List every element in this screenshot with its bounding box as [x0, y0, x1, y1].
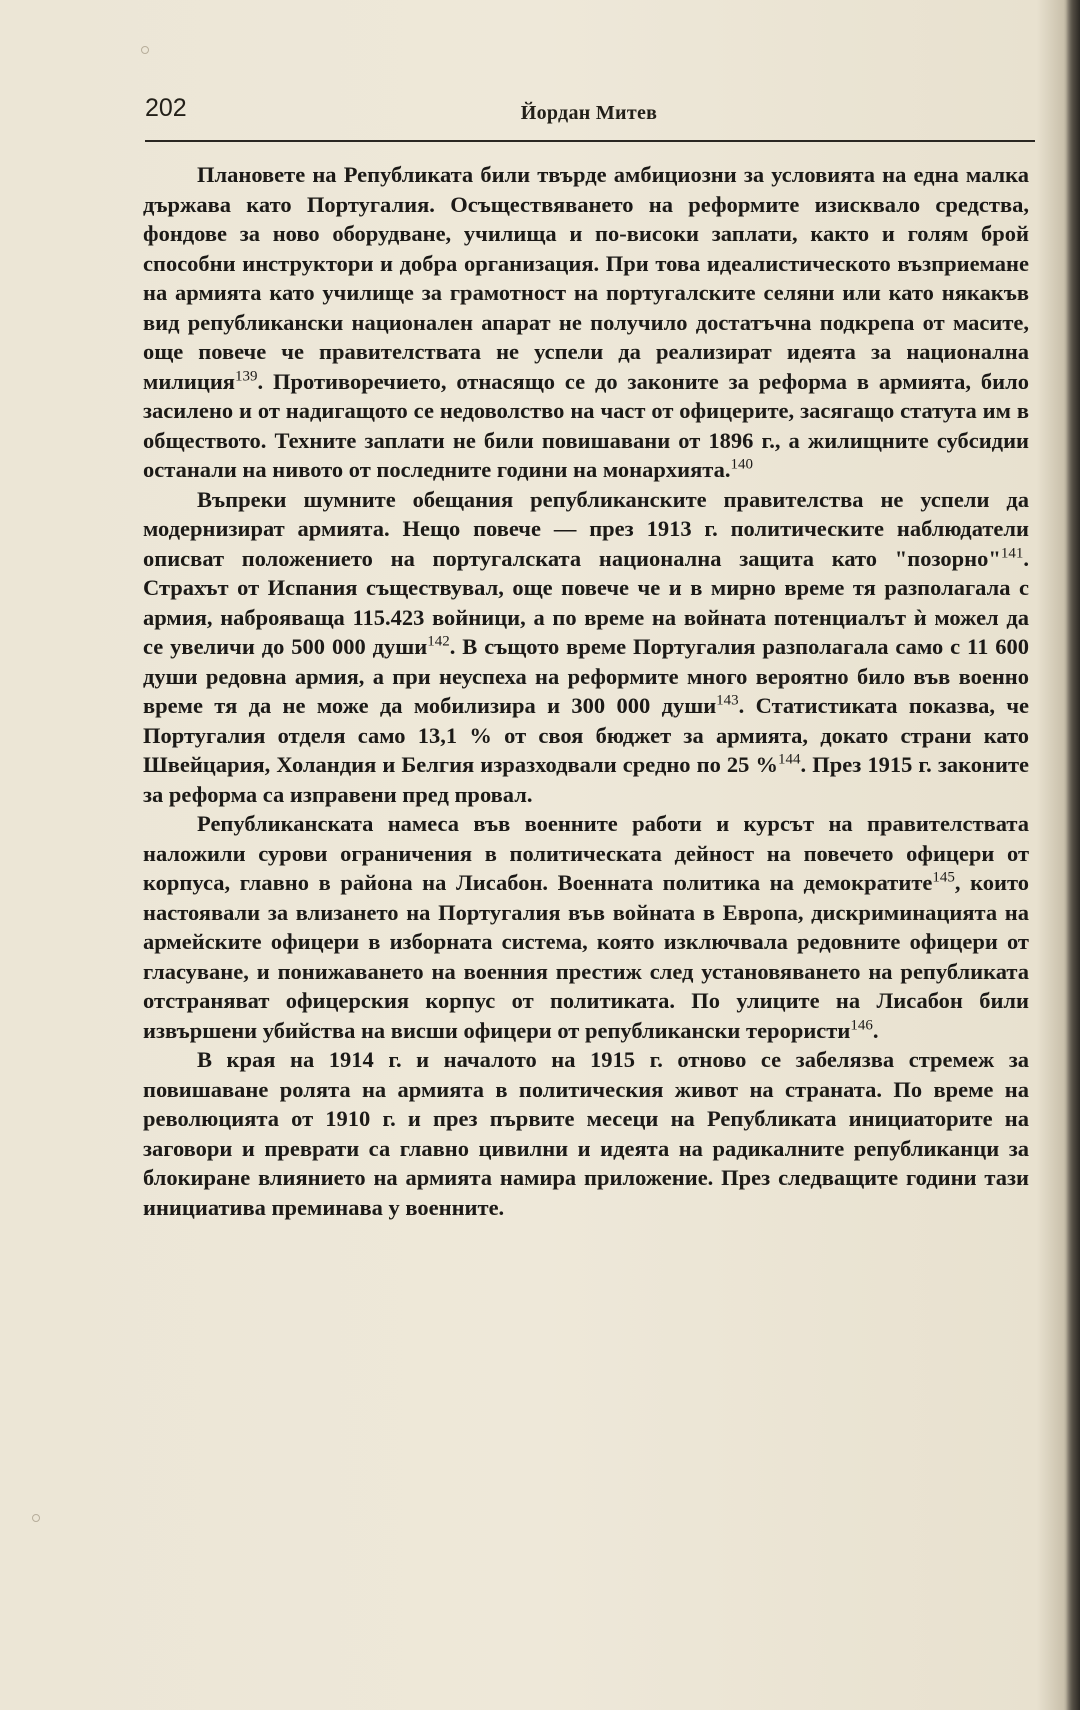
text-run: Въпреки шумните обещания републиканските правителства не успели да модернизират армията. Нещо повече — през 1913 г. политическите наблюдатели описват положението на португалската национална защита като "позорно" — [143, 486, 1029, 571]
text-run: . Страхът от Испания съществувал, още повече че и в мирно време тя разполагала с армия, наброяваща 115.423 войници, а по време на войната потенциалът ѝ можел да се увеличи до 500 000 души — [143, 545, 1029, 659]
footnote-ref: 141 — [1000, 545, 1024, 561]
footnote-ref: 145 — [932, 869, 955, 886]
text-run: . В същото време Португалия разполагала само с 11 600 души редовна армия, а при неуспеха на реформите много вероятно било във военно време тя да не може да мобилизира и 300 000 души — [143, 634, 1029, 718]
paragraph — [143, 485, 1029, 810]
margin-mark — [141, 46, 149, 54]
text-run: . През 1915 г. законите за реформа са изправени пред провал. — [143, 752, 1029, 807]
running-head: Йордан Митев — [520, 102, 658, 124]
footnote-ref: 140 — [730, 456, 753, 473]
text-run: . Статистиката показва, че Португалия отделя само 13,1 % от своя бюджет за армията, докато страни като Швейцария, Холандия и Белгия изразходвали средно по 25 % — [143, 693, 1029, 777]
text-run: В края на 1914 г. и началото на 1915 г. отново се забелязва стремеж за повишаване ролята на армията в политическия живот на страната. По време на революцията от 1910 г. и през първите месеци на Републиката инициаторите на заговори и преврати са главно цивилни и идеята на радикалните републиканци за блокиране влиянието на армията намира приложение. През следващите години тази инициатива преминава у военните. — [143, 1047, 1029, 1220]
body-text — [143, 160, 1029, 1222]
text-run: Републиканската намеса във военните работи и курсът на правителствата наложили сурови ограничения в политическата дейност на повечето офицери от корпуса, главно в района на Лисабон. Военната политика на демократите — [143, 811, 1029, 895]
paragraph — [143, 160, 1029, 485]
page-number: 202 — [145, 94, 187, 122]
text-run: Плановете на Републиката били твърде амбициозни за условията на една малка държава като Португалия. Осъществяването на реформите изисквало средства, фондове за ново оборудване, училища и по-високи заплати, както и голям брой способни инструктори и добра организация. При това идеалистическото възприемане на армията като училище за грамотност на португалските селяни или като някакъв вид републикански национален апарат не получило достатъчна подкрепа от масите, още повече че правителствата не успели да реализират идеята за национална милиция — [143, 162, 1029, 394]
text-run: , които настоявали за влизането на Португалия във войната в Европа, дискриминацията на армейските офицери в изборната система, която изключвала редовните офицери от гласуване, и понижаването на военния престиж след установяването на републиката отстраняват офицерския корпус от политиката. По улиците на Лисабон били извършени убийства на висши офицери от републикански терористи — [143, 870, 1029, 1043]
paragraph — [143, 1045, 1029, 1222]
header-rule — [145, 140, 1035, 142]
paragraph — [143, 809, 1029, 1045]
text-run: . — [872, 1017, 879, 1043]
page-header — [145, 94, 1033, 130]
footnote-ref: 146 — [850, 1017, 873, 1033]
margin-mark — [32, 1514, 40, 1522]
footnote-ref: 142 — [427, 633, 450, 650]
footnote-ref: 139 — [234, 368, 258, 384]
text-run: . Противоречието, отнасящо се до законите за реформа в армията, било засилено и от надигащото се недоволство на част от офицерите, засягащо статута им в обществото. Техните заплати не били повишавани от 1896 г., а жилищните субсидии останали на нивото от последните години на монархията. — [143, 368, 1029, 482]
footnote-ref: 143 — [716, 692, 739, 709]
binding-shadow — [1066, 0, 1080, 1710]
footnote-ref: 144 — [778, 751, 801, 768]
